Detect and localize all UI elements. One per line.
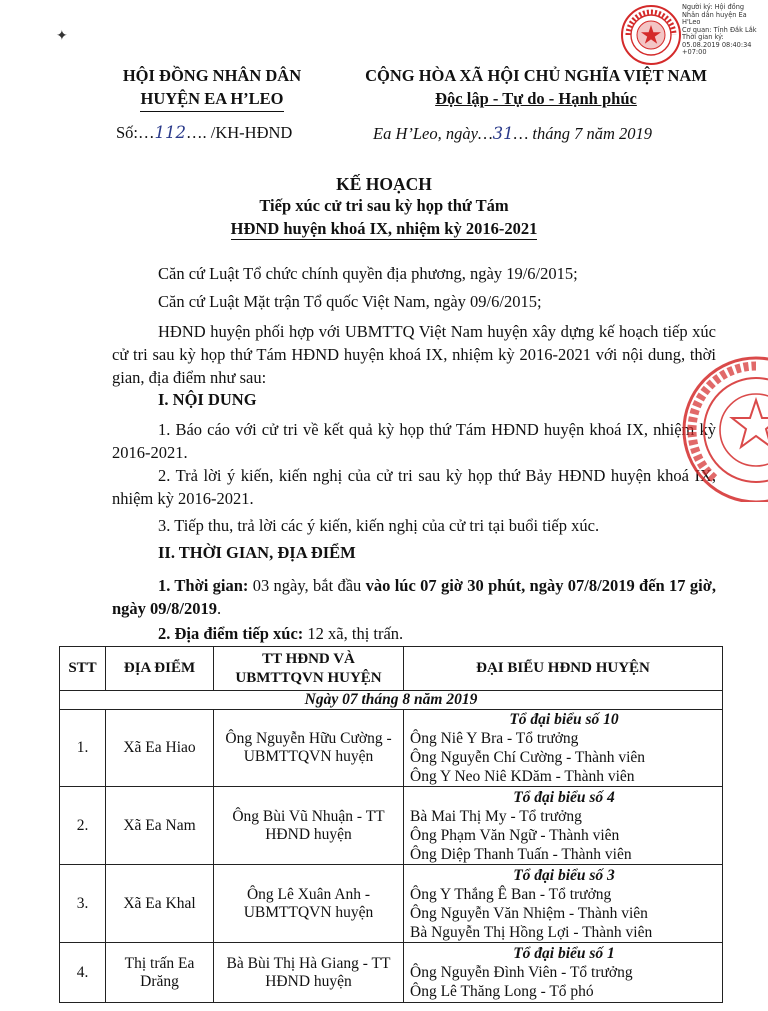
section-title: II. THỜI GIAN, ĐỊA ĐIỂM xyxy=(158,543,356,562)
row-place: Xã Ea Hiao xyxy=(106,710,214,787)
section-time-heading xyxy=(112,541,716,564)
section-content-heading xyxy=(112,388,716,411)
content-item-1 xyxy=(112,418,716,464)
date-dots: … xyxy=(477,124,493,143)
table-row xyxy=(60,787,723,865)
delegate-member: Ông Y Neo Niê KDăm - Thành viên xyxy=(410,768,635,785)
section-title: I. NỘI DUNG xyxy=(158,390,257,409)
table-day-row xyxy=(60,691,723,710)
handwritten-number: 112 xyxy=(154,123,187,142)
row-host: Ông Lê Xuân Anh - UBMTTQVN huyện xyxy=(214,865,404,943)
header-stt: STT xyxy=(60,647,106,691)
row-stt: 4. xyxy=(60,943,106,1003)
row-host: Bà Bùi Thị Hà Giang - TT HĐND huyện xyxy=(214,943,404,1003)
item-text: 3. Tiếp thu, trả lời các ý kiến, kiến nghị của cử tri tại buổi tiếp xúc. xyxy=(158,516,600,535)
signature-info xyxy=(682,4,768,57)
item-text: 1. Báo cáo với cử tri về kết quả kỳ họp thứ Tám HĐND huyện khoá IX, nhiệm kỳ 2016-2021. xyxy=(112,420,716,462)
content-item-2 xyxy=(112,464,716,510)
row-delegates xyxy=(404,865,723,943)
signature-line: Nhân dân huyện Ea xyxy=(682,10,747,19)
motto-line: Độc lập - Tự do - Hạnh phúc xyxy=(435,89,637,108)
time-text xyxy=(112,574,716,620)
delegate-member: Ông Y Thắng Ê Ban - Tổ trưởng xyxy=(410,885,612,903)
document-date xyxy=(373,124,652,144)
scan-speck: ✦ xyxy=(56,29,68,44)
header-delegates: ĐẠI BIỂU HĐND HUYỆN xyxy=(404,647,723,691)
delegate-member: Ông Lê Thăng Long - Tổ phó xyxy=(410,983,594,1000)
signature-line: 05.08.2019 08:40:34 xyxy=(682,40,752,49)
header-host: TT HĐND VÀ UBMTTQVN HUYỆN xyxy=(214,647,404,691)
table-row xyxy=(60,865,723,943)
legal-basis-1 xyxy=(112,262,716,285)
doc-title: KẾ HOẠCH xyxy=(336,174,432,194)
date-prefix: Ea H’Leo, ngày xyxy=(373,124,478,143)
delegate-member: Ông Nguyễn Đình Viên - Tổ trưởng xyxy=(410,964,633,981)
number-suffix: /KH-HĐND xyxy=(210,123,293,142)
issuing-organization xyxy=(92,64,332,112)
date-dots: … xyxy=(513,124,533,143)
content-item-3 xyxy=(112,514,716,537)
delegate-member: Bà Mai Thị My - Tổ trưởng xyxy=(410,807,582,825)
place-value: 12 xã, thị trấn. xyxy=(303,624,404,643)
row-host: Ông Bùi Vũ Nhuận - TT HĐND huyện xyxy=(214,787,404,865)
table-header-row xyxy=(60,647,723,691)
signature-line: Cơ quan: Tỉnh Đắk Lắk xyxy=(682,25,757,34)
time-plain: 03 ngày, bắt đầu xyxy=(248,576,366,595)
delegate-member: Ông Niê Y Bra - Tổ trưởng xyxy=(410,730,579,747)
delegate-team: Tổ đại biểu số 1 xyxy=(513,945,615,962)
org-name-line1: HỘI ĐỒNG NHÂN DÂN xyxy=(122,66,302,85)
signature-line: Thời gian ký: xyxy=(682,33,724,41)
delegate-team: Tổ đại biểu số 4 xyxy=(513,788,615,806)
doc-subtitle-2 xyxy=(0,219,768,239)
doc-subtitle: Tiếp xúc cử tri sau kỳ họp thứ Tám xyxy=(259,196,509,215)
document-number xyxy=(116,123,292,143)
header-place: ĐỊA ĐIỂM xyxy=(106,647,214,691)
delegate-member: Ông Phạm Văn Ngữ - Thành viên xyxy=(410,826,620,844)
delegate-member: Ông Diệp Thanh Tuấn - Thành viên xyxy=(410,845,632,863)
place-paragraph xyxy=(112,622,716,645)
row-place: Thị trấn Ea Drăng xyxy=(106,943,214,1003)
place-text xyxy=(112,622,716,645)
number-prefix: Số: xyxy=(116,123,139,142)
row-delegates xyxy=(404,787,723,865)
org-name-line2: HUYỆN EA H’LEO xyxy=(140,87,283,112)
row-host: Ông Nguyễn Hữu Cường - UBMTTQVN huyện xyxy=(214,710,404,787)
handwritten-day: 31 xyxy=(492,124,514,143)
place-label: 2. Địa điểm tiếp xúc: xyxy=(158,624,304,643)
number-dots: …. xyxy=(186,123,211,142)
legal-basis-2 xyxy=(112,290,716,313)
row-delegates xyxy=(404,710,723,787)
item-text: 2. Trả lời ý kiến, kiến nghị của cử tri sau kỳ họp thứ Bảy HĐND huyện khoá IX, nhiệm kỳ 2016-2021. xyxy=(112,466,716,508)
time-end: . xyxy=(216,599,222,618)
digital-signature xyxy=(606,2,768,66)
day-label: Ngày 07 tháng 8 năm 2019 xyxy=(60,691,723,710)
table-row xyxy=(60,943,723,1003)
time-label: 1. Thời gian: xyxy=(158,576,249,595)
row-place: Xã Ea Khal xyxy=(106,865,214,943)
row-place: Xã Ea Nam xyxy=(106,787,214,865)
time-range: vào lúc 07 giờ 30 phút, ngày 07/8/2019 đến 17 giờ, ngày 09/8/2019 xyxy=(112,576,716,618)
signature-line: Người ký: Hội đồng xyxy=(682,3,745,11)
nation-title: CỘNG HÒA XÃ HỘI CHỦ NGHĨA VIỆT NAM xyxy=(365,66,707,85)
council-stamp-icon xyxy=(676,352,768,502)
row-stt: 2. xyxy=(60,787,106,865)
delegate-team: Tổ đại biểu số 10 xyxy=(509,711,619,728)
delegate-member: Ông Nguyễn Văn Nhiệm - Thành viên xyxy=(410,904,648,922)
basis-text: Căn cứ Luật Tổ chức chính quyền địa phương, ngày 19/6/2015; xyxy=(158,264,578,283)
signature-line: +07:00 xyxy=(682,48,707,56)
subtitle-text: HĐND huyện khoá IX, nhiệm kỳ 2016-2021 xyxy=(230,219,538,238)
row-stt: 1. xyxy=(60,710,106,787)
basis-text: Căn cứ Luật Mặt trận Tổ quốc Việt Nam, ngày 09/6/2015; xyxy=(158,292,542,311)
delegate-team: Tổ đại biểu số 3 xyxy=(513,866,615,884)
intro-text: HĐND huyện phối hợp với UBMTTQ Việt Nam huyện xây dựng kế hoạch tiếp xúc cử tri sau kỳ họp thứ Tám HĐND huyện khoá IX, nhiệm kỳ 2016-2021 với nội dung, thời gian, địa điểm như sau: xyxy=(112,322,716,387)
table-row xyxy=(60,710,723,787)
signature-line: H'Leo xyxy=(682,18,701,26)
time-paragraph xyxy=(112,574,716,620)
row-delegates xyxy=(404,943,723,1003)
number-dots: … xyxy=(138,123,155,142)
row-stt: 3. xyxy=(60,865,106,943)
delegate-member: Ông Nguyễn Chí Cường - Thành viên xyxy=(410,749,646,766)
intro-paragraph xyxy=(112,320,716,389)
delegate-member: Bà Nguyễn Thị Hồng Lợi - Thành viên xyxy=(410,923,653,941)
date-suffix: tháng 7 năm 2019 xyxy=(532,124,653,143)
schedule-table xyxy=(59,646,723,1003)
official-seal-icon xyxy=(620,4,682,66)
national-motto xyxy=(336,64,736,110)
